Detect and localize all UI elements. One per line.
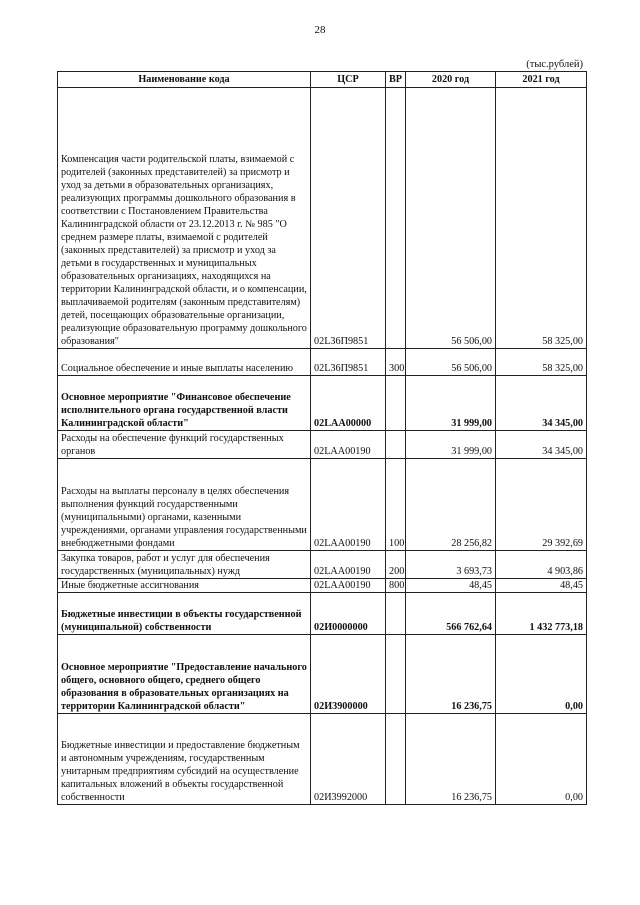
table-row <box>58 88 587 349</box>
row-name: Расходы на выплаты персоналу в целях обеспечения выполнения функций государственными (муниципальными) органами, казенными учреждениями, органами управления государственными внебюджетными фондами <box>58 459 311 551</box>
budget-table <box>57 71 587 805</box>
row-vr <box>386 635 406 714</box>
row-2020: 16 236,75 <box>406 714 496 805</box>
row-2020: 56 506,00 <box>406 349 496 376</box>
row-2021: 29 392,69 <box>496 459 587 551</box>
units-label: (тыс.рублей) <box>526 59 583 70</box>
row-2021: 48,45 <box>496 579 587 593</box>
row-vr <box>386 376 406 431</box>
table-row <box>58 459 587 551</box>
table-header-row <box>58 72 587 88</box>
row-vr: 100 <box>386 459 406 551</box>
table-row <box>58 376 587 431</box>
row-2020: 3 693,73 <box>406 551 496 579</box>
table-row <box>58 349 587 376</box>
row-csr: 02L36П9851 <box>311 88 386 349</box>
row-name: Бюджетные инвестиции и предоставление бюджетным и автономным учреждениям, государственным унитарным предприятиям субсидий на осуществление капитальных вложений в объекты государственной собственности <box>58 714 311 805</box>
row-2021: 34 345,00 <box>496 376 587 431</box>
table-row <box>58 714 587 805</box>
row-2021: 0,00 <box>496 714 587 805</box>
row-csr: 02И3992000 <box>311 714 386 805</box>
header-name: Наименование кода <box>58 72 311 88</box>
row-csr: 02LAA00190 <box>311 579 386 593</box>
row-2021: 58 325,00 <box>496 88 587 349</box>
row-csr: 02L36П9851 <box>311 349 386 376</box>
header-vr: ВР <box>386 72 406 88</box>
row-name: Основное мероприятие "Финансовое обеспечение исполнительного органа государственной власти Калининградской области" <box>58 376 311 431</box>
table-row <box>58 431 587 459</box>
row-vr <box>386 593 406 635</box>
row-name: Расходы на обеспечение функций государственных органов <box>58 431 311 459</box>
header-2020: 2020 год <box>406 72 496 88</box>
header-2021: 2021 год <box>496 72 587 88</box>
table-row <box>58 635 587 714</box>
row-2021: 0,00 <box>496 635 587 714</box>
row-vr: 300 <box>386 349 406 376</box>
row-2021: 34 345,00 <box>496 431 587 459</box>
row-csr: 02LAA00190 <box>311 551 386 579</box>
row-name: Бюджетные инвестиции в объекты государственной (муниципальной) собственности <box>58 593 311 635</box>
table-row <box>58 579 587 593</box>
row-2020: 31 999,00 <box>406 431 496 459</box>
row-2021: 4 903,86 <box>496 551 587 579</box>
row-vr <box>386 714 406 805</box>
row-2020: 31 999,00 <box>406 376 496 431</box>
row-2020: 48,45 <box>406 579 496 593</box>
row-vr <box>386 431 406 459</box>
row-name: Закупка товаров, работ и услуг для обеспечения государственных (муниципальных) нужд <box>58 551 311 579</box>
row-vr: 200 <box>386 551 406 579</box>
row-name: Основное мероприятие "Предоставление начального общего, основного общего, среднего общего образования в образовательных организациях на территории Калининградской области" <box>58 635 311 714</box>
row-2021: 58 325,00 <box>496 349 587 376</box>
row-name: Компенсация части родительской платы, взимаемой с родителей (законных представителей) за присмотр и уход за детьми в образовательных организациях, реализующих программы дошкольного образования в соответствии с Постановлением Правительства Калининградской области от 23.12.2013 г. № 985 "О среднем размере платы, взимаемой с родителей (законных представителей) за присмотр и уход за детьми в государственных и муниципальных образовательных организациях, находящихся на территории Калининградской области, и о компенсации, выплачиваемой родителям (законным представителям) детей, посещающих образовательные организации, реализующие образовательную программу дошкольного образования" <box>58 88 311 349</box>
row-csr: 02LAA00190 <box>311 459 386 551</box>
row-csr: 02И3900000 <box>311 635 386 714</box>
header-csr: ЦСР <box>311 72 386 88</box>
row-vr: 800 <box>386 579 406 593</box>
page-number: 28 <box>314 24 326 36</box>
row-vr <box>386 88 406 349</box>
row-2020: 16 236,75 <box>406 635 496 714</box>
table-row <box>58 593 587 635</box>
row-csr: 02LAA00000 <box>311 376 386 431</box>
row-2020: 56 506,00 <box>406 88 496 349</box>
row-2020: 28 256,82 <box>406 459 496 551</box>
table-row <box>58 551 587 579</box>
row-2020: 566 762,64 <box>406 593 496 635</box>
row-2021: 1 432 773,18 <box>496 593 587 635</box>
row-name: Иные бюджетные ассигнования <box>58 579 311 593</box>
row-csr: 02LAA00190 <box>311 431 386 459</box>
row-csr: 02И0000000 <box>311 593 386 635</box>
row-name: Социальное обеспечение и иные выплаты населению <box>58 349 311 376</box>
